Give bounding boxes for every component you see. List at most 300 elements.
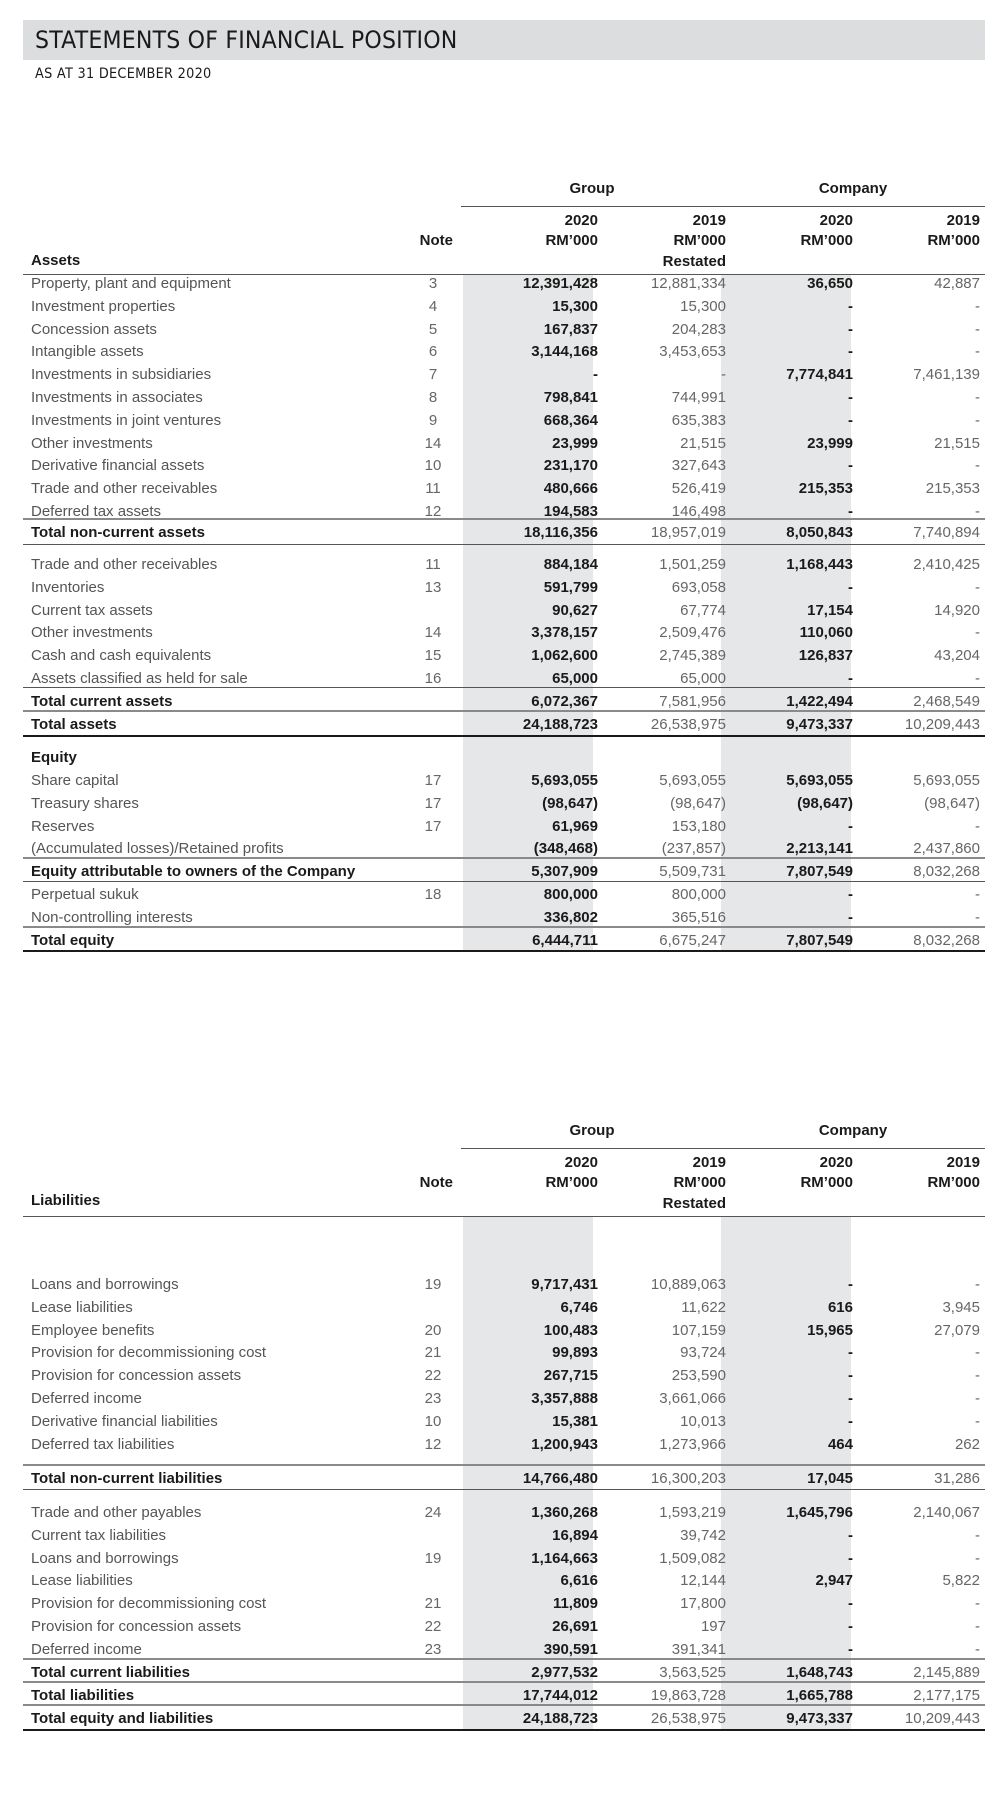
row-label: Provision for decommissioning cost [31,1595,267,1613]
group-2020-value: 16,894 [552,1526,598,1544]
company-2020-value: - [848,297,853,315]
company-2020-value: 17,154 [807,601,853,619]
company-2019-value: 21,515 [934,434,980,452]
group-2020-value: 167,837 [543,320,598,338]
row-label: Other investments [31,624,153,642]
company-2019-value: 5,822 [942,1572,980,1590]
group-2019-value: 693,058 [671,578,726,596]
row-note: 23 [424,1640,442,1658]
row-label: Investments in subsidiaries [31,366,212,384]
company-2020-value: - [848,909,853,926]
company-2019-value: 2,145,889 [913,1664,980,1681]
company-2019-value: - [975,1367,980,1385]
company-2020-value: - [848,670,853,687]
company-2020-value: 36,650 [807,275,853,292]
row-label: Deferred tax liabilities [31,1435,175,1453]
row-note: 11 [425,556,441,573]
row-label: Investments in joint ventures [31,411,222,429]
group-2019-value: 391,341 [671,1640,726,1658]
company-2019-value: 10,209,443 [904,1710,980,1727]
row-label: Provision for concession assets [31,1618,242,1635]
group-2019-value: (237,857) [661,840,726,858]
row-note: 17 [424,772,442,789]
group-2020-value: (348,468) [533,840,598,858]
company-2019-value: - [975,503,980,520]
group-2019-value: 365,516 [671,909,726,926]
header-company: Company [818,1122,888,1139]
company-2020-value: 1,665,788 [786,1687,853,1704]
row-note: 11 [425,480,441,498]
row-note: 8 [428,389,438,406]
header-col1-unit: RM’000 [545,1174,598,1191]
row-note: 4 [428,297,438,315]
row-label: Current tax liabilities [31,1526,167,1544]
group-2019-value: 65,000 [680,670,726,687]
group-2019-value: 1,509,082 [659,1549,726,1567]
group-2020-value: 24,188,723 [522,1710,598,1727]
company-2020-value: 1,645,796 [786,1504,853,1521]
group-2020-value: 1,062,600 [531,647,598,665]
group-2019-value: 6,675,247 [659,932,726,949]
row-label: Treasury shares [31,794,139,812]
group-2020-value: (98,647) [542,794,598,812]
group-2019-value: 39,742 [680,1526,726,1544]
row-label: Derivative financial assets [31,457,205,475]
company-2019-value: 14,920 [934,601,980,619]
row-note: 21 [424,1344,442,1362]
group-2019-value: 2,745,389 [659,647,726,665]
company-2019-value: - [975,886,980,903]
company-2020-value: - [848,817,853,835]
group-2019-value: 10,013 [680,1412,726,1430]
company-2019-value: 10,209,443 [904,716,980,733]
group-2019-value: 744,991 [671,389,726,406]
row-note: 12 [424,1435,442,1453]
group-2020-value: 90,627 [552,601,598,619]
group-2020-value: 12,391,428 [522,275,598,292]
row-label: (Accumulated losses)/Retained profits [31,840,284,858]
company-2019-value: - [975,297,980,315]
company-2020-value: - [848,1526,853,1544]
row-label: Investments in associates [31,389,203,406]
group-2019-value: 3,661,066 [659,1390,726,1407]
rule-above-total [23,710,985,712]
company-2019-value: - [975,817,980,835]
group-2020-value: 3,378,157 [531,624,598,642]
company-2019-value: 43,204 [934,647,980,665]
company-2019-value: 2,177,175 [913,1687,980,1704]
row-label: Total equity and liabilities [31,1710,214,1727]
company-2020-value: - [848,578,853,596]
company-2020-value: - [848,320,853,338]
group-2019-value: 2,509,476 [659,624,726,642]
company-2020-value: 110,060 [799,624,853,642]
group-2020-value: 3,144,168 [531,343,598,361]
group-2019-value: 146,498 [671,503,726,520]
rule-above-total [23,1704,985,1706]
company-2019-value: - [975,320,980,338]
rule-above-total [23,857,985,859]
rule-above-total [23,687,985,688]
company-2020-value: (98,647) [797,794,853,812]
company-2019-value: 8,032,268 [913,863,980,880]
company-2019-value: 2,140,067 [913,1504,980,1521]
row-note: 15 [424,647,442,665]
header-col2-year: 2019 [692,1154,726,1171]
rule-above-total [23,926,985,928]
group-2019-value: 800,000 [671,886,726,903]
company-2019-value: 7,740,894 [913,524,980,541]
group-2020-value: 23,999 [552,434,598,452]
rule-double-total [23,735,985,737]
row-label: Lease liabilities [31,1572,133,1590]
group-2020-value: 591,799 [543,578,598,596]
company-2020-value: 8,050,843 [786,524,853,541]
row-label: Equity attributable to owners of the Company [31,863,356,880]
rule-above-total [23,1681,985,1683]
group-2019-value: 10,889,063 [650,1276,726,1293]
assets-equity-table [23,180,985,1100]
group-2020-value: 1,360,268 [531,1504,598,1521]
row-label: Deferred income [31,1640,142,1658]
group-2020-value: 6,746 [560,1298,598,1316]
row-label: Liabilities [31,1192,101,1209]
group-2020-value: 267,715 [543,1367,598,1385]
company-2019-value: - [975,411,980,429]
row-note: 21 [424,1595,442,1613]
header-group: Group [569,180,615,197]
row-note: 17 [424,817,442,835]
row-label: Cash and cash equivalents [31,647,212,665]
row-note: 18 [424,886,442,903]
row-label: Employee benefits [31,1321,155,1339]
header-col1-unit: RM’000 [545,232,598,249]
row-note: 10 [424,457,442,475]
group-2020-value: 884,184 [543,556,598,573]
company-2019-value: - [975,1640,980,1658]
group-2020-value: 17,744,012 [522,1687,598,1704]
table-row [23,1432,985,1458]
group-2020-value: 11,809 [552,1595,598,1613]
row-label: Other investments [31,434,153,452]
group-2019-value: 12,881,334 [650,275,726,292]
company-2020-value: 17,045 [807,1470,853,1487]
company-2019-value: - [975,624,980,642]
row-note: 20 [424,1321,442,1339]
group-2019-value: 1,593,219 [659,1504,726,1521]
row-note: 10 [424,1412,442,1430]
company-2020-value: 2,947 [815,1572,853,1590]
company-2020-value: - [848,1390,853,1407]
group-2020-value: 1,200,943 [531,1435,598,1453]
row-note: 14 [424,434,442,452]
header-note: Note [419,1174,453,1191]
row-label: Trade and other receivables [31,480,218,498]
rule-double-total [23,950,985,952]
company-2019-value: - [975,1549,980,1567]
header-bottom-rule [23,1216,985,1217]
row-note: 16 [424,670,442,687]
row-label: Reserves [31,817,95,835]
group-2020-value: 6,616 [560,1572,598,1590]
group-2020-value: 231,170 [543,457,598,475]
header-group: Group [569,1122,615,1139]
row-note: 22 [424,1367,442,1385]
group-2019-value: 526,419 [671,480,726,498]
row-note: 24 [424,1504,442,1521]
rule-below-total [23,881,985,882]
group-2019-value: 3,453,653 [659,343,726,361]
row-label: Provision for concession assets [31,1367,242,1385]
company-2020-value: - [848,1367,853,1385]
group-2020-value: 26,691 [552,1618,598,1635]
company-2020-value: 9,473,337 [786,1710,853,1727]
row-note: 6 [428,343,438,361]
group-2020-value: 15,381 [552,1412,598,1430]
group-2019-value: 5,693,055 [659,772,726,789]
company-2020-value: - [848,1276,853,1293]
row-label: Share capital [31,772,119,789]
company-2020-value: 15,965 [807,1321,853,1339]
company-2019-value: 2,437,860 [913,840,980,858]
row-note: 13 [424,578,442,596]
row-label: Equity [31,749,77,766]
company-2019-value: - [975,1618,980,1635]
company-2020-value: 464 [827,1435,853,1453]
row-label: Current tax assets [31,601,153,619]
group-2020-value: 18,116,356 [523,524,598,541]
group-2019-value: 5,509,731 [659,863,726,880]
row-label: Inventories [31,578,105,596]
row-note: 19 [424,1549,442,1567]
rule-below-total [23,544,985,545]
company-2020-value: - [848,1640,853,1658]
group-2019-value: 327,643 [671,457,726,475]
company-2020-value: - [848,343,853,361]
row-label: Deferred income [31,1390,142,1407]
header-col3-unit: RM’000 [800,1174,853,1191]
group-2020-value: 99,893 [552,1344,598,1362]
company-2020-value: - [848,1549,853,1567]
group-2020-value: 65,000 [552,670,598,687]
row-note: 23 [424,1390,442,1407]
row-note: 19 [424,1276,442,1293]
company-2020-value: 7,807,549 [786,863,853,880]
row-label: Deferred tax assets [31,503,162,520]
company-2020-value: - [848,503,853,520]
group-2020-value: 100,483 [543,1321,598,1339]
group-2019-value: 67,774 [680,601,726,619]
company-2020-value: - [848,411,853,429]
group-2019-value: 11,622 [681,1298,726,1316]
row-note: 7 [428,366,438,384]
group-2020-value: 15,300 [552,297,598,315]
group-2020-value: 24,188,723 [522,716,598,733]
company-2020-value: - [848,1618,853,1635]
group-2019-value: 1,273,966 [659,1435,726,1453]
group-2019-value: 635,383 [671,411,726,429]
company-2020-value: - [848,1412,853,1430]
company-2020-value: 126,837 [798,647,853,665]
group-2019-value: 3,563,525 [659,1664,726,1681]
group-2019-value: 107,159 [671,1321,726,1339]
row-label: Total non-current liabilities [31,1470,223,1487]
group-2020-value: 3,357,888 [531,1390,598,1407]
company-2020-value: 7,807,549 [786,932,853,949]
rule-above-total [23,1658,985,1660]
company-2019-value: - [975,1344,980,1362]
group-2019-value: 17,800 [680,1595,726,1613]
row-label: Non-controlling interests [31,909,193,926]
page-title: STATEMENTS OF FINANCIAL POSITION [35,26,458,54]
rule-above-total [23,518,985,520]
liabilities-table [23,1122,985,1802]
group-2019-value: 19,863,728 [650,1687,726,1704]
group-2019-value: 21,515 [680,434,726,452]
header-col2-restated: Restated [662,1195,726,1212]
group-2020-value: 61,969 [552,817,598,835]
group-2020-value: 2,977,532 [531,1664,598,1681]
company-2020-value: 23,999 [807,434,853,452]
company-2019-value: 3,945 [942,1298,980,1316]
company-2019-value: - [975,1412,980,1430]
section-heading [23,1188,985,1214]
row-label: Loans and borrowings [31,1549,179,1567]
group-2019-value: 16,300,203 [650,1470,726,1487]
header-col4-unit: RM’000 [927,1174,980,1191]
group-2020-value: 336,802 [543,909,598,926]
header-col2-unit: RM’000 [673,232,726,249]
row-label: Total non-current assets [31,524,205,541]
row-note: 5 [428,320,438,338]
row-label: Loans and borrowings [31,1276,179,1293]
group-2020-value: 14,766,480 [522,1470,598,1487]
company-2019-value: 262 [954,1435,980,1453]
company-2019-value: 42,887 [934,275,980,292]
group-2020-value: 668,364 [543,411,598,429]
header-col2-year: 2019 [692,212,726,229]
header-col1-year: 2020 [564,1154,598,1171]
group-2019-value: - [721,366,726,384]
group-2020-value: 800,000 [543,886,598,903]
group-2020-value: 5,307,909 [531,863,598,880]
header-group-rule [461,206,985,207]
header-col2-restated: Restated [662,253,726,270]
header-col4-year: 2019 [946,212,980,229]
company-2019-value: 27,079 [934,1321,980,1339]
row-label: Lease liabilities [31,1298,133,1316]
row-label: Trade and other receivables [31,556,218,573]
company-2019-value: - [975,670,980,687]
group-2019-value: 204,283 [671,320,726,338]
row-label: Property, plant and equipment [31,275,231,292]
group-2020-value: 480,666 [543,480,598,498]
rule-above-total [23,1464,985,1466]
total-row [23,520,985,546]
group-2020-value: 798,841 [543,389,598,406]
company-2020-value: 1,648,743 [786,1664,853,1681]
company-2020-value: 5,693,055 [786,772,853,789]
row-note: 14 [424,624,442,642]
company-2020-value: - [848,389,853,406]
rule-below-total [23,1489,985,1490]
group-2019-value: 7,581,956 [659,693,726,710]
row-label: Total liabilities [31,1687,135,1704]
company-2019-value: 31,286 [934,1470,980,1487]
group-2019-value: 197 [700,1618,726,1635]
group-2020-value: 6,072,367 [531,693,598,710]
company-2019-value: - [975,909,980,926]
group-2019-value: 253,590 [671,1367,726,1385]
header-col3-unit: RM’000 [800,232,853,249]
row-label: Investment properties [31,297,176,315]
company-2019-value: 5,693,055 [913,772,980,789]
group-2020-value: 390,591 [543,1640,598,1658]
header-group-rule [461,1148,985,1149]
row-label: Perpetual sukuk [31,886,139,903]
company-2019-value: - [975,1276,980,1293]
row-label: Derivative financial liabilities [31,1412,218,1430]
row-label: Concession assets [31,320,157,338]
company-2019-value: - [975,343,980,361]
company-2020-value: - [848,1344,853,1362]
company-2019-value: - [975,1390,980,1407]
company-2020-value: 616 [827,1298,853,1316]
row-label: Total current liabilities [31,1664,190,1681]
row-label: Total assets [31,716,117,733]
row-label: Provision for decommissioning cost [31,1344,267,1362]
group-2019-value: 15,300 [680,297,726,315]
row-note: 12 [424,503,442,520]
row-label: Assets [31,252,81,269]
company-2019-value: 2,468,549 [913,693,980,710]
page-subtitle: AS AT 31 DECEMBER 2020 [35,66,212,82]
header-col3-year: 2020 [819,1154,853,1171]
header-note: Note [419,232,453,249]
company-2019-value: - [975,457,980,475]
row-note: 22 [424,1618,442,1635]
header-col4-unit: RM’000 [927,232,980,249]
company-2019-value: - [975,1526,980,1544]
company-2020-value: 9,473,337 [786,716,853,733]
company-2020-value: - [848,457,853,475]
company-2020-value: 2,213,141 [786,840,853,858]
row-label: Total current assets [31,693,173,710]
row-label: Trade and other payables [31,1504,202,1521]
header-company: Company [818,180,888,197]
company-2019-value: 7,461,139 [913,366,980,384]
row-note: 9 [428,411,438,429]
group-2019-value: 26,538,975 [650,1710,726,1727]
company-2020-value: 215,353 [798,480,853,498]
company-2019-value: - [975,1595,980,1613]
company-2020-value: - [848,1595,853,1613]
company-2020-value: 7,774,841 [786,366,853,384]
row-note: 17 [424,794,442,812]
group-2019-value: 18,957,019 [650,524,726,541]
group-2019-value: 1,501,259 [659,556,726,573]
group-2019-value: 12,144 [680,1572,726,1590]
group-2019-value: 26,538,975 [650,716,726,733]
header-col4-year: 2019 [946,1154,980,1171]
group-2019-value: 93,724 [680,1344,726,1362]
company-2019-value: - [975,389,980,406]
company-2019-value: 215,353 [925,480,980,498]
company-2020-value: 1,168,443 [786,556,853,573]
header-col1-year: 2020 [564,212,598,229]
group-2020-value: 6,444,711 [532,932,598,949]
group-2020-value: 194,583 [543,503,598,520]
